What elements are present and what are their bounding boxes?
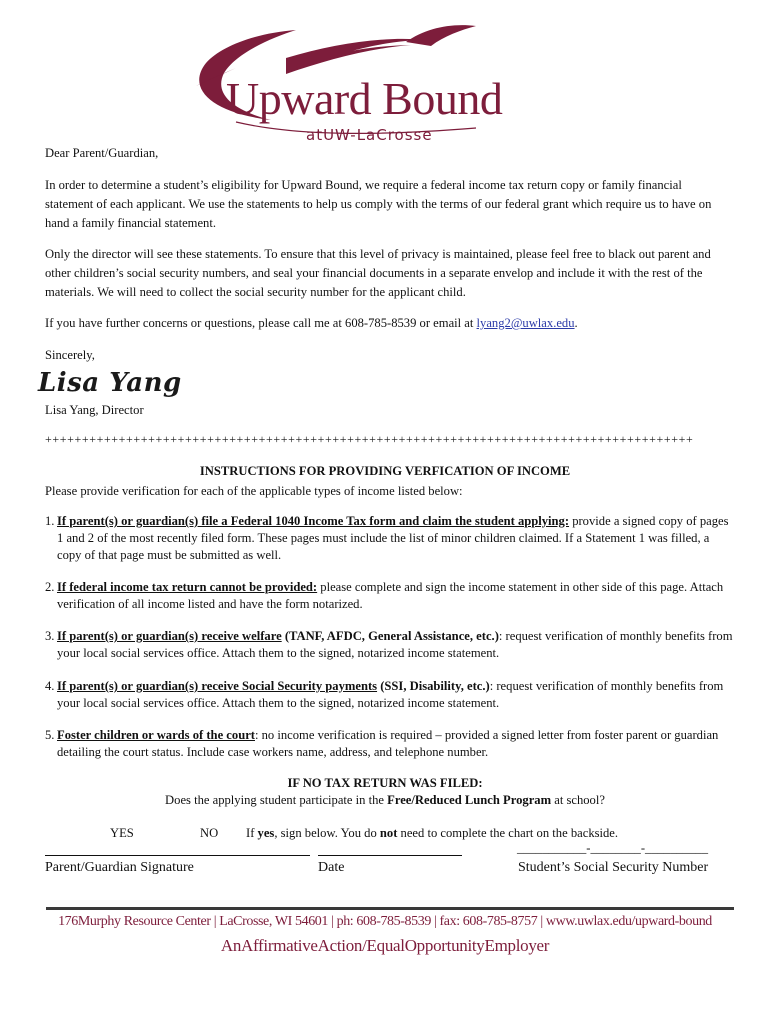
item-lead: Foster children or wards of the court bbox=[57, 728, 255, 742]
item-bold: (SSI, Disability, etc.) bbox=[377, 679, 490, 693]
item-number: 5. bbox=[45, 728, 55, 742]
item-lead: If parent(s) or guardian(s) receive Social Security payments bbox=[57, 679, 378, 693]
item-text: : request verification of monthly benefits from your local social services office. Attach them to the signed, notarized income statement. bbox=[57, 679, 724, 710]
lunch-program-question bbox=[0, 793, 770, 808]
instructions-title: INSTRUCTIONS FOR PROVIDING VERFICATION OF INCOME bbox=[199, 464, 571, 478]
contact-text: If you have further concerns or questions, please call me at 608-785-8539 or email at bbox=[45, 316, 477, 330]
email-link[interactable]: lyang2@uwlax.edu bbox=[476, 316, 575, 330]
ifyes-c: , sign below. You do bbox=[274, 826, 380, 840]
footer-equal-opportunity: AnAffirmativeAction/EqualOpportunityEmployer bbox=[220, 936, 550, 955]
ifyes-d: not bbox=[379, 826, 398, 840]
item-number: 2. bbox=[45, 580, 55, 594]
item-lead: If parent(s) or guardian(s) file a Federal 1040 Income Tax form and claim the student applying: bbox=[57, 514, 570, 528]
closing: Sincerely, bbox=[45, 348, 95, 362]
paragraph-privacy: Only the director will see these statements. To ensure that this level of privacy is maintained, please feel free to black out parent and other children’s social security numbers, and seal your financial documents in a separate envelop and include it with the rest of the materials. We will need to collect the social security number for the applicant child. bbox=[45, 247, 711, 299]
footer-divider bbox=[46, 907, 734, 910]
instructions-intro: Please provide verification for each of the applicable types of income listed below: bbox=[45, 484, 463, 498]
date-label: Date bbox=[318, 860, 345, 875]
item-lead: If parent(s) or guardian(s) receive welfare bbox=[57, 629, 282, 643]
question-text: Does the applying student participate in the bbox=[165, 793, 388, 807]
signer-name: Lisa Yang, Director bbox=[45, 403, 144, 417]
date-line[interactable] bbox=[318, 855, 462, 856]
instruction-item bbox=[45, 727, 735, 761]
item-lead: If federal income tax return cannot be provided: bbox=[57, 580, 318, 594]
ssn-label: Student’s Social Security Number bbox=[518, 860, 709, 875]
logo-subtitle: atUW-LaCrosse bbox=[306, 126, 433, 144]
instruction-item bbox=[45, 579, 735, 613]
upward-bound-logo bbox=[176, 18, 546, 146]
footer-address: 176Murphy Resource Center | LaCrosse, WI 54601 | ph: 608-785-8539 | fax: 608-785-8757 | www.uwlax.edu/upward-bound bbox=[58, 914, 712, 929]
no-tax-title: IF NO TAX RETURN WAS FILED: bbox=[287, 776, 483, 790]
yes-option[interactable]: YES bbox=[110, 826, 134, 840]
ssn-field[interactable]: ___________-________-__________ bbox=[517, 841, 708, 855]
signature-line[interactable] bbox=[45, 855, 310, 856]
ifyes-a: If bbox=[246, 826, 258, 840]
instruction-item bbox=[45, 513, 735, 564]
question-program: Free/Reduced Lunch Program bbox=[387, 793, 552, 807]
contact-end: . bbox=[574, 316, 578, 330]
no-option[interactable]: NO bbox=[200, 826, 219, 840]
item-text: : request verification of monthly benefits from your local social services office. Attach them to the signed, notarized income statement. bbox=[57, 629, 733, 660]
paragraph-contact bbox=[45, 314, 730, 333]
ifyes-b: yes bbox=[257, 826, 275, 840]
signature-label: Parent/Guardian Signature bbox=[45, 860, 194, 875]
question-end: at school? bbox=[551, 793, 605, 807]
item-number: 1. bbox=[45, 514, 55, 528]
item-text: please complete and sign the income statement in other side of this page. Attach verification of all income listed and have the form notarized. bbox=[57, 580, 724, 611]
plus-divider: ++++++++++++++++++++++++++++++++++++++++++++++++++++++++++++++++++++++++++++++++++++++++ bbox=[45, 432, 694, 446]
greeting: Dear Parent/Guardian, bbox=[45, 146, 159, 160]
item-bold: (TANF, AFDC, General Assistance, etc.) bbox=[281, 629, 499, 643]
ifyes-e: need to complete the chart on the backside. bbox=[397, 826, 619, 840]
item-text: : no income verification is required – provided a signed letter from foster parent or guardian detailing the court status. Include case workers name, address, and telephone number. bbox=[57, 728, 719, 759]
paragraph-eligibility: In order to determine a student’s eligibility for Upward Bound, we require a federal income tax return copy or family financial statement of each applicant. We use the statements to help us comply with the terms of our federal grant which require us to have on hand a family financial statement. bbox=[45, 178, 712, 230]
item-text: provide a signed copy of pages 1 and 2 of the most recently filed form. These pages must include the list of minor children claimed. If a Statement 1 was filled, a copy of that page must be submitted as well. bbox=[57, 514, 729, 562]
item-number: 4. bbox=[45, 679, 55, 693]
instruction-item bbox=[45, 628, 735, 662]
handwritten-signature: Lisa Yang bbox=[38, 368, 182, 398]
instruction-item bbox=[45, 678, 735, 712]
logo-title: Upward Bound bbox=[226, 73, 503, 124]
item-number: 3. bbox=[45, 629, 55, 643]
if-yes-instruction bbox=[246, 826, 618, 841]
